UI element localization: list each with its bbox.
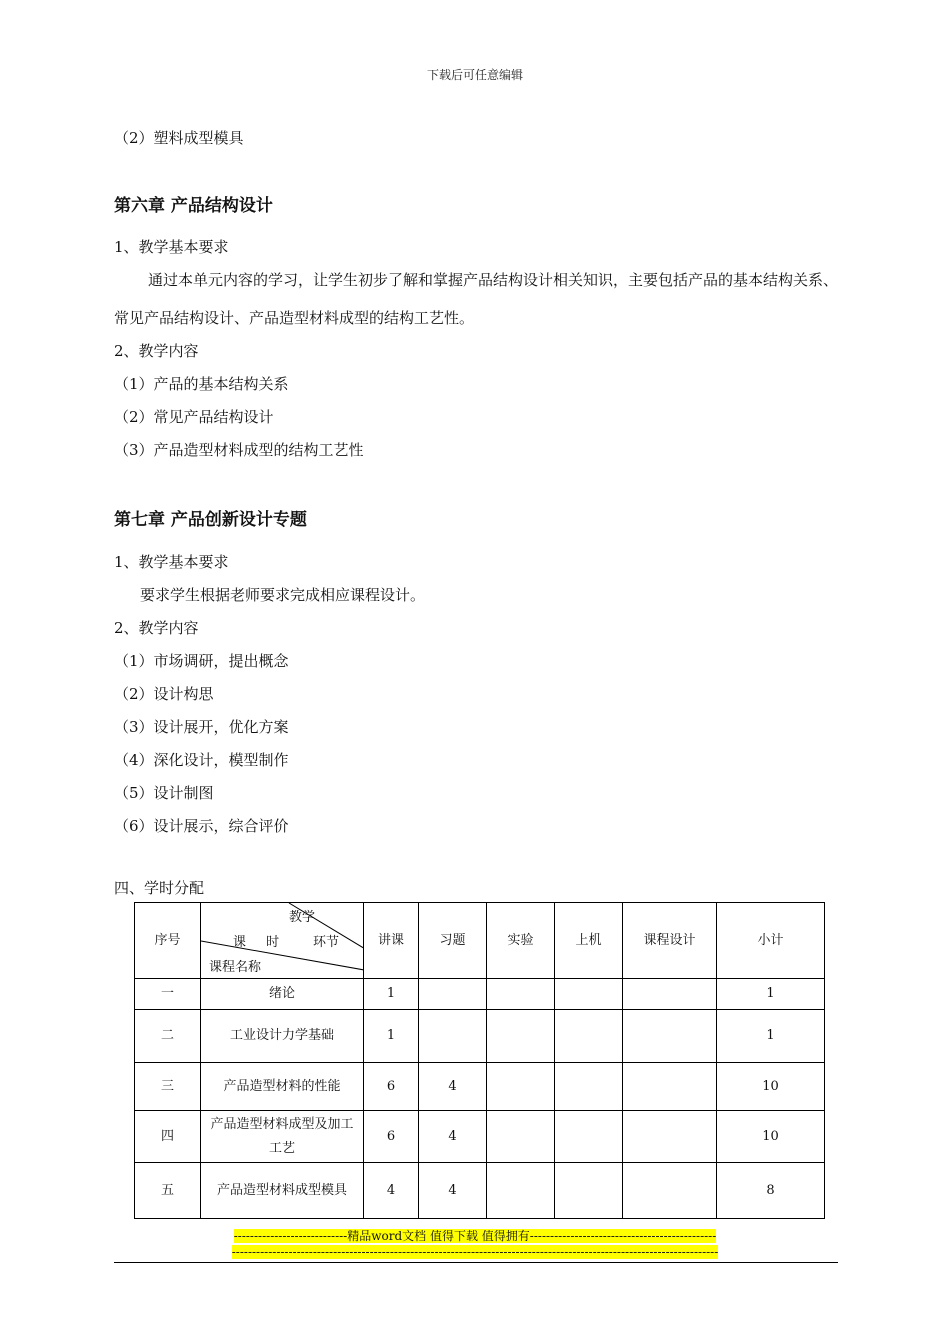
chapter-7-req-text: 要求学生根据老师要求完成相应课程设计。: [140, 586, 426, 604]
chapter-6-content-heading: 2、教学内容: [114, 342, 199, 360]
chapter-7-item: （5）设计制图: [114, 784, 214, 802]
row-cell: [487, 979, 555, 1010]
header-col: 习题: [419, 903, 487, 979]
row-cell: [623, 1163, 717, 1219]
row-course-name: 产品造型材料成型模具: [201, 1163, 364, 1219]
row-cell: 10: [717, 1111, 825, 1163]
row-cell: [623, 1010, 717, 1063]
row-cell: [487, 1010, 555, 1063]
row-course-name: 工业设计力学基础: [201, 1010, 364, 1063]
row-cell: 1: [717, 979, 825, 1010]
row-cell: 4: [419, 1111, 487, 1163]
row-cell: 4: [419, 1063, 487, 1111]
table-row: [135, 1063, 825, 1111]
chapter-6-title: 第六章 产品结构设计: [114, 196, 273, 216]
row-cell: [487, 1163, 555, 1219]
row-cell: [555, 1010, 623, 1063]
header-col: 上机: [555, 903, 623, 979]
chapter-6-item: （1）产品的基本结构关系: [114, 375, 289, 393]
chapter-7-req-heading: 1、教学基本要求: [114, 553, 229, 571]
chapter-7-content-heading: 2、教学内容: [114, 619, 199, 637]
row-cell: 1: [717, 1010, 825, 1063]
diag-label-mid-left: 课 时: [233, 935, 280, 950]
row-cell: [555, 1163, 623, 1219]
header-col: 讲课: [364, 903, 419, 979]
table-row: [135, 1163, 825, 1219]
chapter-6-item: （2）常见产品结构设计: [114, 408, 274, 426]
row-cell: [555, 1111, 623, 1163]
row-cell: 4: [419, 1163, 487, 1219]
footer-banner-dashes: ------------------------------------------------------------------------------------------------------------------------: [231, 1245, 719, 1259]
row-cell: [419, 1010, 487, 1063]
header-seq: 序号: [135, 903, 201, 979]
section-4-heading: 四、学时分配: [114, 879, 205, 897]
table-row: [135, 1111, 825, 1163]
row-cell: [623, 979, 717, 1010]
row-cell: [623, 1063, 717, 1111]
row-seq: 四: [135, 1111, 201, 1163]
chapter-6-req-heading: 1、教学基本要求: [114, 238, 229, 256]
header-col: 小计: [717, 903, 825, 979]
row-cell: 10: [717, 1063, 825, 1111]
row-cell: 6: [364, 1111, 419, 1163]
chapter-7-item: （4）深化设计，模型制作: [114, 751, 289, 769]
chapter-7-item: （3）设计展开，优化方案: [114, 718, 289, 736]
hours-table: [134, 902, 825, 1219]
row-cell: [623, 1111, 717, 1163]
footer-banner-line-1: [0, 1229, 950, 1244]
chapter-7-title: 第七章 产品创新设计专题: [114, 510, 307, 530]
plastic-mold-item: （2）塑料成型模具: [114, 129, 244, 147]
row-cell: [487, 1111, 555, 1163]
row-cell: 6: [364, 1063, 419, 1111]
header-col: 课程设计: [623, 903, 717, 979]
row-course-name: 产品造型材料的性能: [201, 1063, 364, 1111]
chapter-7-item: （6）设计展示，综合评价: [114, 817, 289, 835]
header-diagonal-cell: [201, 903, 364, 979]
table-row: [135, 979, 825, 1010]
row-cell: [419, 979, 487, 1010]
header-col: 实验: [487, 903, 555, 979]
row-cell: 4: [364, 1163, 419, 1219]
page-header: 下载后可任意编辑: [426, 68, 523, 82]
row-seq: 三: [135, 1063, 201, 1111]
diag-label-mid-right: 环节: [313, 935, 340, 950]
chapter-6-item: （3）产品造型材料成型的结构工艺性: [114, 441, 364, 459]
row-seq: 一: [135, 979, 201, 1010]
footer-banner-line-2: [0, 1245, 950, 1260]
chapter-6-req-text: 通过本单元内容的学习，让学生初步了解和掌握产品结构设计相关知识，主要包括产品的基本结构关系、常见产品结构设计、产品造型材料成型的结构工艺性。: [114, 271, 839, 327]
row-cell: [487, 1063, 555, 1111]
diag-label-top: 教学: [289, 910, 316, 925]
row-cell: [555, 979, 623, 1010]
row-seq: 二: [135, 1010, 201, 1063]
row-seq: 五: [135, 1163, 201, 1219]
row-cell: 1: [364, 979, 419, 1010]
chapter-7-item: （2）设计构思: [114, 685, 214, 703]
row-cell: 1: [364, 1010, 419, 1063]
footer-rule: [114, 1262, 838, 1263]
table-header-row: [135, 903, 825, 979]
chapter-7-item: （1）市场调研，提出概念: [114, 652, 289, 670]
row-course-name: 绪论: [201, 979, 364, 1010]
footer-banner-text: ----------------------------精品word文档 值得下载 值得拥有----------------------------------------------: [233, 1229, 717, 1243]
table-row: [135, 1010, 825, 1063]
row-cell: [555, 1063, 623, 1111]
row-course-name: 产品造型材料成型及加工工艺: [201, 1111, 364, 1163]
row-cell: 8: [717, 1163, 825, 1219]
diag-label-bottom: 课程名称: [209, 960, 262, 975]
